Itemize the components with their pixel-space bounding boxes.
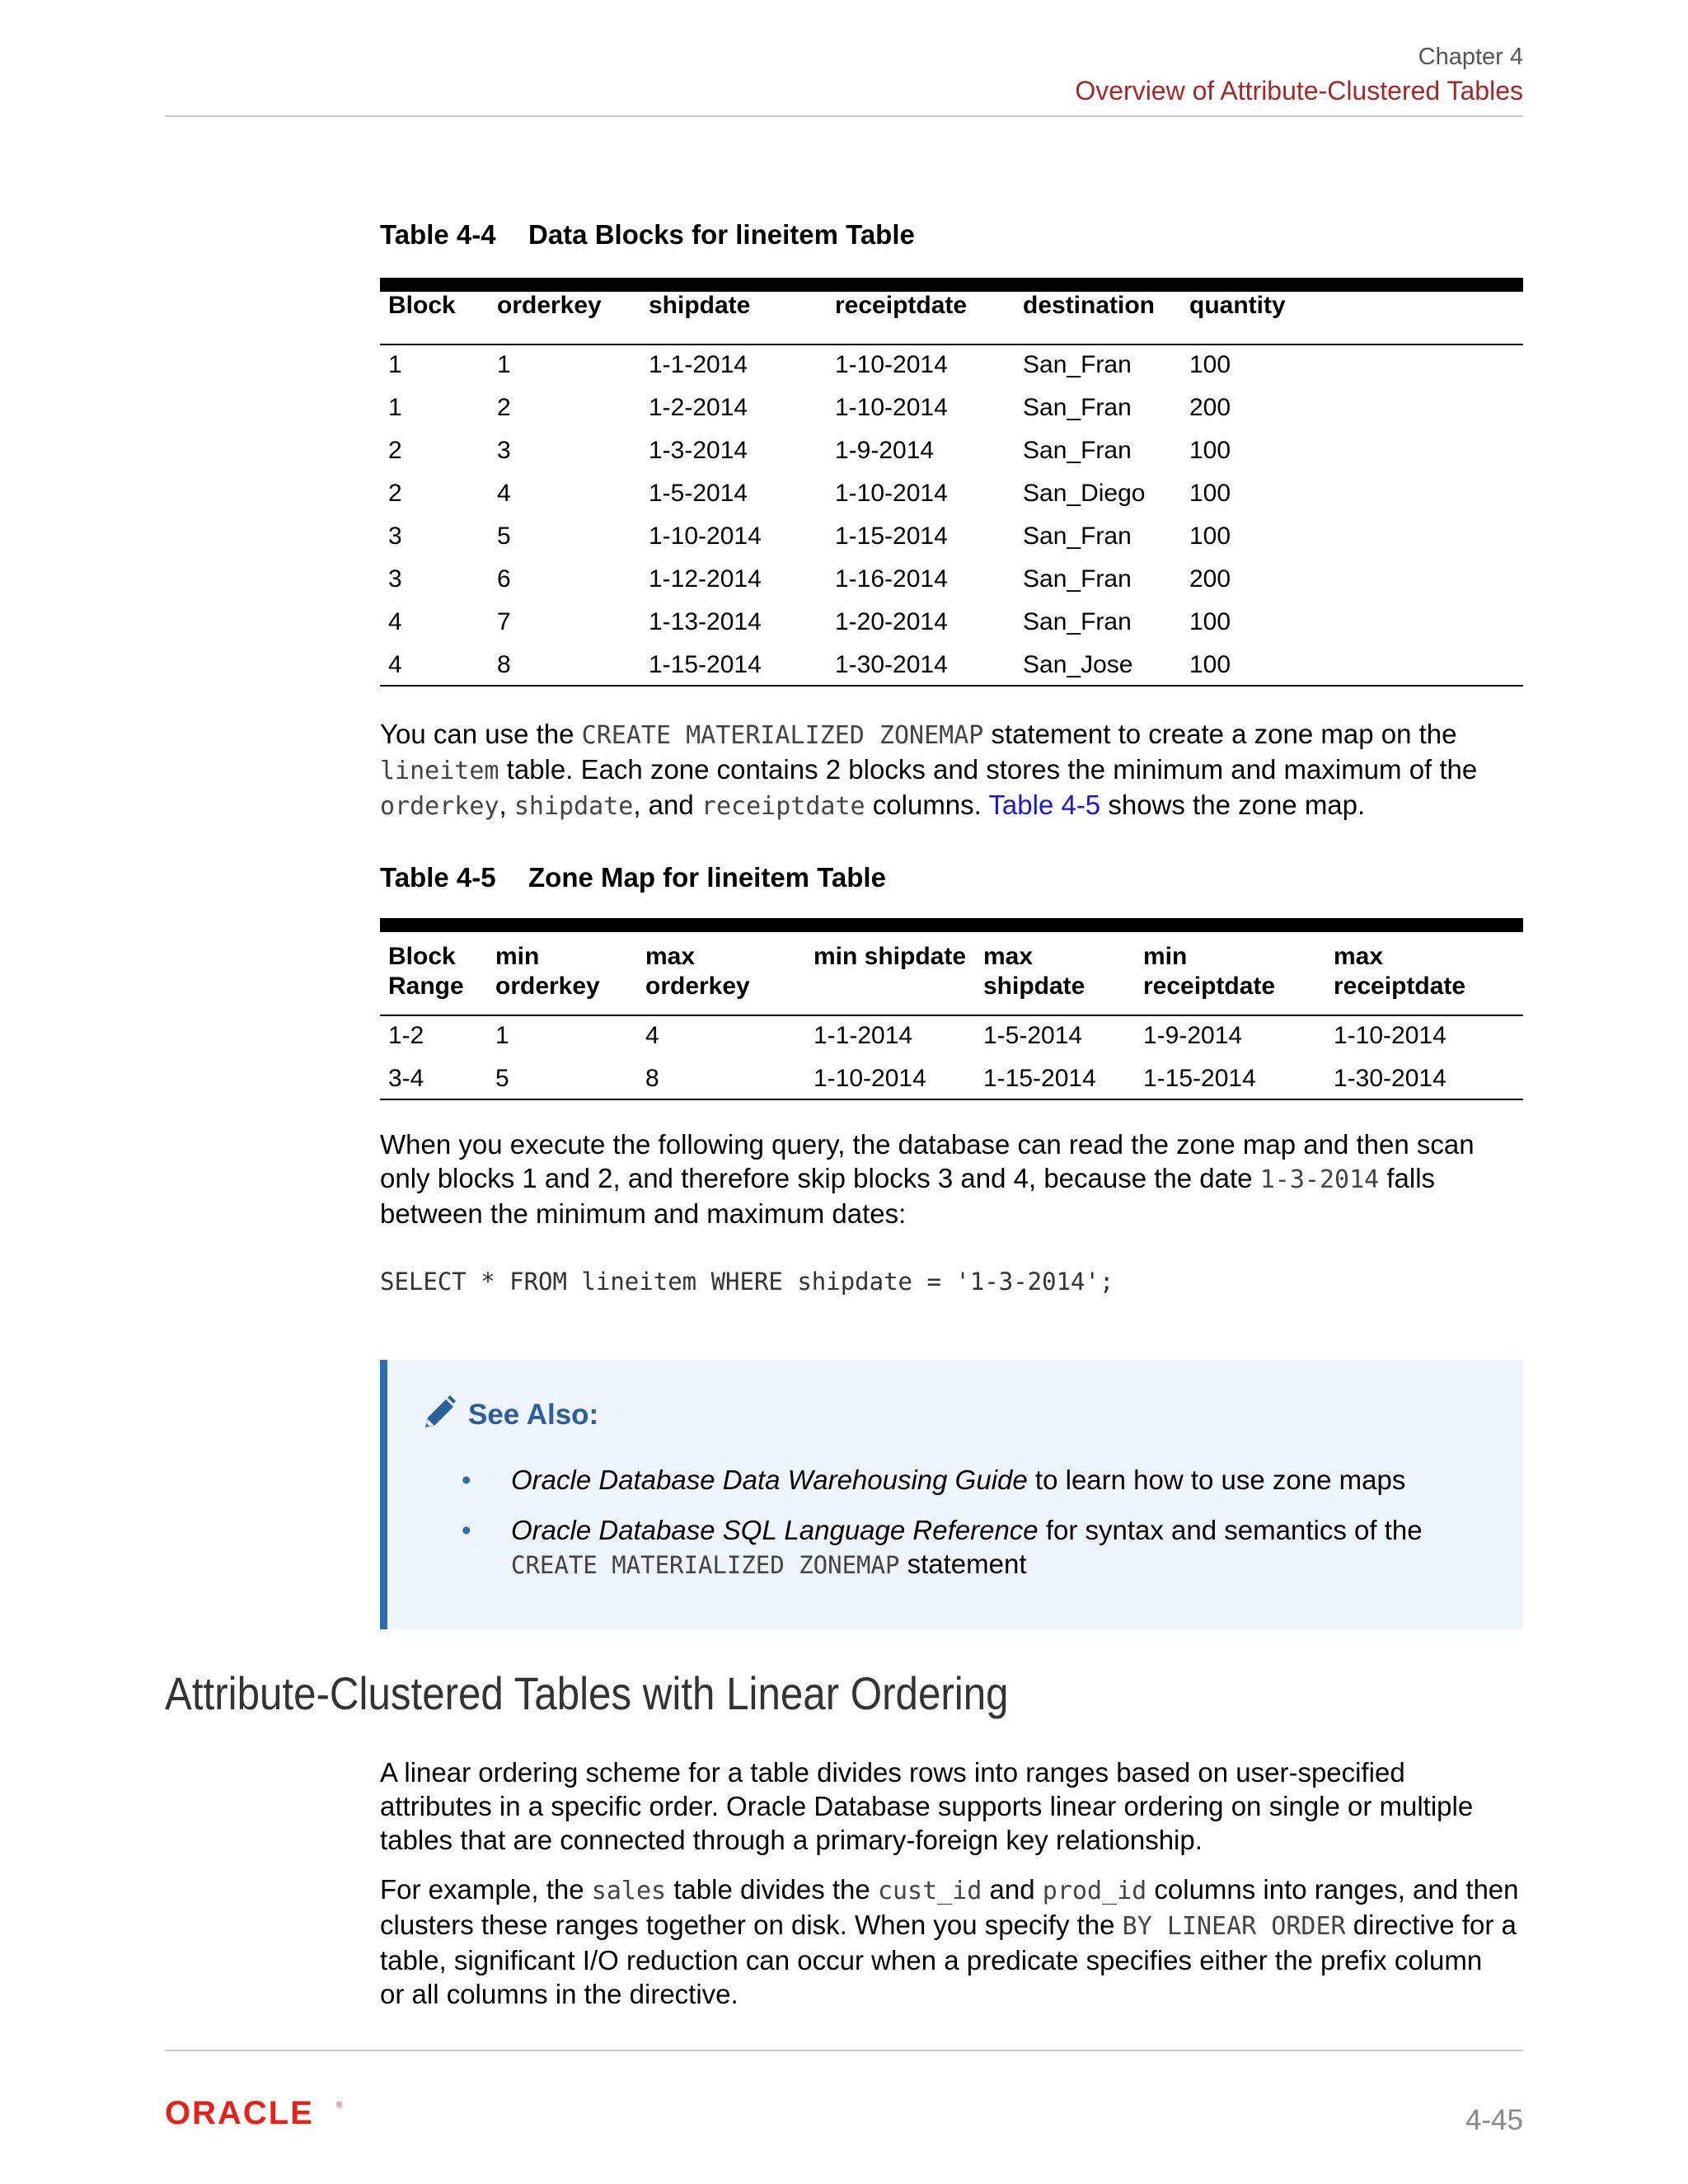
table-cell: 8 bbox=[497, 651, 511, 678]
table-row bbox=[380, 1057, 1523, 1100]
table-row bbox=[380, 515, 1523, 558]
table-cell: 1-10-2014 bbox=[835, 351, 948, 378]
table-cell: 1-3-2014 bbox=[649, 437, 748, 464]
see-also-list bbox=[462, 1463, 1484, 1599]
table-cell: 1-20-2014 bbox=[835, 608, 948, 635]
table-cell: 1-5-2014 bbox=[983, 1022, 1083, 1049]
see-also-heading bbox=[420, 1394, 598, 1432]
text: falls bbox=[1379, 1163, 1436, 1193]
oracle-logo bbox=[165, 2097, 346, 2135]
table-bottom-rule bbox=[380, 685, 1523, 687]
text: or all columns in the directive. bbox=[380, 1979, 738, 2009]
table-cell: San_Fran bbox=[1023, 565, 1132, 593]
table-top-rule bbox=[380, 918, 1523, 932]
code-inline: receiptdate bbox=[701, 792, 865, 821]
table-caption bbox=[380, 862, 1523, 893]
text: You can use the bbox=[380, 719, 582, 749]
table-cell: 100 bbox=[1189, 651, 1231, 678]
column-header: max shipdate bbox=[983, 943, 1085, 1000]
table-cell: 5 bbox=[497, 523, 511, 550]
code-inline: lineitem bbox=[380, 757, 499, 785]
code-inline: shipdate bbox=[513, 792, 634, 821]
table-cell: San_Diego bbox=[1023, 480, 1146, 507]
pencil-icon bbox=[420, 1394, 457, 1429]
zone-map-table bbox=[380, 918, 1523, 1100]
table-row bbox=[380, 1015, 1523, 1057]
table-cell: 6 bbox=[497, 565, 511, 593]
table-cell: 4 bbox=[388, 608, 402, 635]
table-cell: San_Fran bbox=[1023, 437, 1132, 464]
table-header-row bbox=[380, 292, 1523, 344]
query-explanation-paragraph bbox=[380, 1127, 1523, 1230]
table-cell: 1-9-2014 bbox=[835, 437, 935, 464]
section-heading: Attribute-Clustered Tables with Linear Ordering bbox=[165, 1667, 1009, 1719]
bullet-icon: • bbox=[462, 1515, 471, 1545]
code-inline: prod_id bbox=[1042, 1877, 1147, 1905]
svg-text:ORACLE: ORACLE bbox=[165, 2097, 314, 2130]
table-row bbox=[380, 601, 1523, 644]
table-row bbox=[380, 344, 1523, 387]
text: , and bbox=[633, 790, 701, 820]
column-header: quantity bbox=[1189, 292, 1286, 319]
running-header bbox=[1075, 41, 1523, 109]
table-cell: 1-10-2014 bbox=[1334, 1022, 1447, 1049]
text: table. Each zone contains 2 blocks and stores the minimum and maximum of the bbox=[499, 754, 1478, 785]
see-also-box bbox=[380, 1360, 1523, 1629]
text: directive for a bbox=[1345, 1910, 1517, 1940]
table-cell: 8 bbox=[645, 1065, 659, 1092]
table-cell: 1-5-2014 bbox=[649, 480, 748, 507]
column-header: Block Range bbox=[388, 943, 464, 1000]
table-cell: 100 bbox=[1189, 480, 1231, 507]
table-cell: 4 bbox=[497, 480, 511, 507]
table-cell: 1-10-2014 bbox=[835, 480, 948, 507]
table-cell: 2 bbox=[388, 480, 402, 507]
table-top-rule bbox=[380, 278, 1523, 292]
table-cell: San_Jose bbox=[1023, 651, 1133, 678]
text: for syntax and semantics of the bbox=[1038, 1515, 1423, 1545]
book-title-link[interactable]: Oracle Database Data Warehousing Guide bbox=[511, 1465, 1028, 1495]
table-cell: 3 bbox=[497, 437, 511, 464]
text: columns into ranges, and then bbox=[1146, 1874, 1519, 1905]
column-header: min shipdate bbox=[814, 943, 967, 970]
table-header-row bbox=[380, 932, 1523, 1015]
table-number: Table 4-5 bbox=[380, 862, 496, 893]
list-item bbox=[462, 1513, 1484, 1582]
page-number: 4-45 bbox=[1465, 2104, 1523, 2136]
example-paragraph bbox=[380, 1872, 1523, 2011]
table-cell: 200 bbox=[1189, 394, 1231, 421]
code-inline: cust_id bbox=[877, 1877, 982, 1905]
chapter-label: Chapter 4 bbox=[1418, 44, 1523, 70]
column-header: Block bbox=[388, 292, 456, 319]
text: statement bbox=[899, 1549, 1027, 1579]
table-4-5-link[interactable]: Table 4-5 bbox=[988, 790, 1101, 820]
section-title: Overview of Attribute-Clustered Tables bbox=[1075, 76, 1523, 105]
text: For example, the bbox=[380, 1874, 592, 1905]
text: columns. bbox=[865, 790, 989, 820]
table-number: Table 4-4 bbox=[380, 219, 496, 250]
text: shows the zone map. bbox=[1100, 790, 1366, 820]
table-cell: 1-1-2014 bbox=[814, 1022, 913, 1049]
table-cell: 1-15-2014 bbox=[835, 523, 948, 550]
text: When you execute the following query, the database can read the zone map and then scan bbox=[380, 1129, 1475, 1160]
column-header: shipdate bbox=[649, 292, 751, 319]
table-cell: 1-2 bbox=[388, 1022, 424, 1049]
header-underline bbox=[380, 1015, 1523, 1016]
list-item bbox=[462, 1463, 1484, 1497]
table-cell: 3 bbox=[388, 523, 402, 550]
table-row bbox=[380, 644, 1523, 687]
table-cell: 1-12-2014 bbox=[649, 565, 762, 593]
table-cell: 1-15-2014 bbox=[1143, 1065, 1256, 1092]
table-cell: 1-10-2014 bbox=[814, 1065, 926, 1092]
footer-divider bbox=[165, 2050, 1523, 2051]
table-cell: 1-2-2014 bbox=[649, 394, 748, 421]
linear-ordering-paragraph bbox=[380, 1755, 1523, 1857]
zonemap-intro-paragraph bbox=[380, 717, 1523, 823]
table-row bbox=[380, 387, 1523, 429]
header-divider bbox=[165, 115, 1523, 117]
table-cell: San_Fran bbox=[1023, 394, 1132, 421]
book-title-link[interactable]: Oracle Database SQL Language Reference bbox=[511, 1515, 1039, 1545]
table-row bbox=[380, 558, 1523, 601]
table-title: Zone Map for lineitem Table bbox=[528, 862, 886, 893]
table-cell: 2 bbox=[388, 437, 402, 464]
code-example: SELECT * FROM lineitem WHERE shipdate = '1-3-2014'; bbox=[380, 1268, 1114, 1296]
table-cell: 4 bbox=[388, 651, 402, 678]
text: , bbox=[499, 790, 514, 820]
table-cell: 3 bbox=[388, 565, 402, 593]
table-cell: 1-1-2014 bbox=[649, 351, 748, 378]
column-header: receiptdate bbox=[835, 292, 968, 319]
text: table divides the bbox=[666, 1874, 878, 1905]
text: A linear ordering scheme for a table divides rows into ranges based on user-specified bbox=[380, 1757, 1405, 1788]
table-cell: 7 bbox=[497, 608, 511, 635]
table-cell: 3-4 bbox=[388, 1065, 424, 1092]
table-cell: 1-30-2014 bbox=[835, 651, 948, 678]
table-bottom-rule bbox=[380, 1099, 1523, 1100]
table-cell: 100 bbox=[1189, 523, 1231, 550]
table-cell: 200 bbox=[1189, 565, 1231, 593]
table-cell: 100 bbox=[1189, 351, 1231, 378]
column-header: max orderkey bbox=[645, 943, 750, 1000]
header-underline bbox=[380, 344, 1523, 345]
table-cell: 1 bbox=[388, 351, 402, 378]
table-row bbox=[380, 472, 1523, 515]
table-caption bbox=[380, 219, 1523, 251]
table-cell: San_Fran bbox=[1023, 351, 1132, 378]
code-inline: CREATE MATERIALIZED ZONEMAP bbox=[511, 1551, 900, 1579]
table-cell: 1-15-2014 bbox=[649, 651, 762, 678]
code-inline: BY LINEAR ORDER bbox=[1122, 1912, 1346, 1941]
table-cell: 1-30-2014 bbox=[1334, 1065, 1447, 1092]
table-cell: 1 bbox=[495, 1022, 509, 1049]
table-cell: 1 bbox=[388, 394, 402, 421]
table-cell: 1-10-2014 bbox=[835, 394, 948, 421]
table-cell: 1 bbox=[497, 351, 511, 378]
code-inline: 1-3-2014 bbox=[1259, 1165, 1380, 1194]
table-cell: 100 bbox=[1189, 437, 1231, 464]
table-cell: 1-9-2014 bbox=[1143, 1022, 1243, 1049]
table-cell: 1-16-2014 bbox=[835, 565, 948, 593]
table-cell: 100 bbox=[1189, 608, 1231, 635]
column-header: min orderkey bbox=[495, 943, 600, 1000]
text: between the minimum and maximum dates: bbox=[380, 1198, 907, 1229]
table-cell: San_Fran bbox=[1023, 523, 1132, 550]
table-title: Data Blocks for lineitem Table bbox=[528, 219, 915, 250]
column-header: min receiptdate bbox=[1143, 943, 1276, 1000]
table-cell: 5 bbox=[495, 1065, 509, 1092]
text: table, significant I/O reduction can occur when a predicate specifies either the prefix column bbox=[380, 1945, 1483, 1975]
table-cell: 1-13-2014 bbox=[649, 608, 762, 635]
text: only blocks 1 and 2, and therefore skip blocks 3 and 4, because the date bbox=[380, 1163, 1260, 1193]
table-cell: 1-10-2014 bbox=[649, 523, 762, 550]
text: and bbox=[982, 1874, 1043, 1905]
data-blocks-table bbox=[380, 278, 1523, 687]
see-also-title: See Also: bbox=[468, 1399, 599, 1431]
text: statement to create a zone map on the bbox=[983, 719, 1457, 749]
text: to learn how to use zone maps bbox=[1027, 1465, 1406, 1495]
table-cell: 1-15-2014 bbox=[983, 1065, 1096, 1092]
table-cell: San_Fran bbox=[1023, 608, 1132, 635]
bullet-icon: • bbox=[462, 1465, 471, 1495]
table-row bbox=[380, 429, 1523, 472]
column-header: destination bbox=[1023, 292, 1156, 319]
text: clusters these ranges together on disk. When you specify the bbox=[380, 1910, 1123, 1940]
code-inline: orderkey bbox=[380, 792, 499, 821]
svg-text:®: ® bbox=[336, 2101, 343, 2110]
table-cell: 2 bbox=[497, 394, 511, 421]
column-header: max receiptdate bbox=[1334, 943, 1466, 1000]
column-header: orderkey bbox=[497, 292, 602, 319]
table-cell: 4 bbox=[645, 1022, 659, 1049]
code-inline: sales bbox=[591, 1877, 667, 1905]
text: attributes in a specific order. Oracle Database supports linear ordering on single or multiple bbox=[380, 1791, 1474, 1821]
text: tables that are connected through a primary-foreign key relationship. bbox=[380, 1825, 1203, 1855]
code-inline: CREATE MATERIALIZED ZONEMAP bbox=[581, 721, 984, 750]
